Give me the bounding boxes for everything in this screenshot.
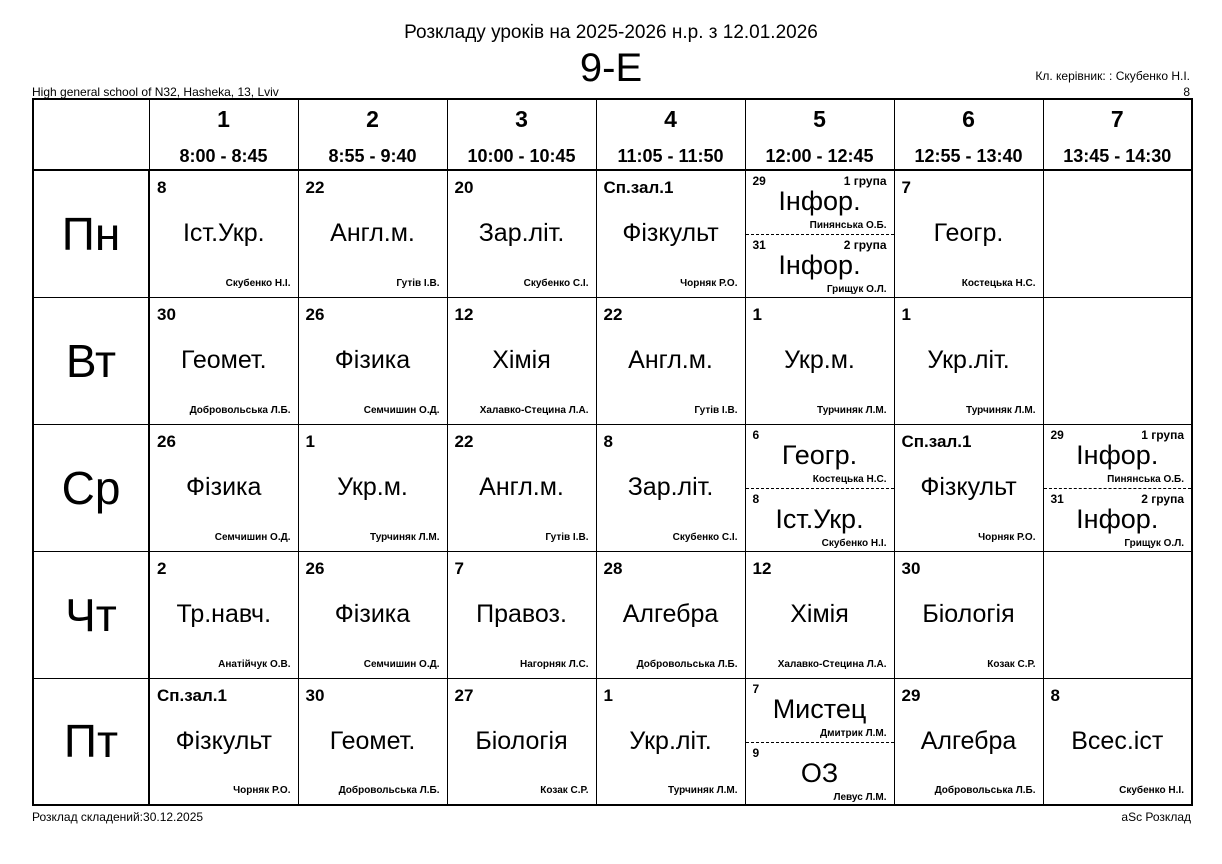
day-row bbox=[33, 424, 1192, 551]
teacher-name: Халавко-Стецина Л.А. bbox=[777, 658, 887, 670]
subject-name: Біологія bbox=[922, 599, 1015, 628]
subject-name: Геомет. bbox=[329, 726, 416, 755]
lesson-cell bbox=[596, 551, 745, 678]
subject-name: Інфор. bbox=[1076, 503, 1159, 534]
lesson bbox=[1044, 679, 1192, 805]
day-row bbox=[33, 170, 1192, 297]
lesson bbox=[299, 552, 447, 678]
group-lesson bbox=[746, 679, 894, 743]
teacher-name: Костецька Н.С. bbox=[812, 473, 887, 485]
room-number: 7 bbox=[752, 681, 760, 696]
subject-name: Фізкульт bbox=[622, 219, 719, 247]
day-name: Чт bbox=[33, 551, 149, 678]
teacher-name: Турчиняк Л.М. bbox=[816, 404, 887, 416]
lesson bbox=[448, 425, 596, 551]
lesson bbox=[895, 425, 1043, 551]
lesson bbox=[597, 679, 745, 805]
lesson-cell bbox=[745, 551, 894, 678]
subject-name: Фізкульт bbox=[920, 472, 1017, 501]
teacher-name: Гутів І.В. bbox=[694, 404, 738, 416]
teacher-name: Добровольська Л.Б. bbox=[934, 785, 1036, 796]
room-number: 1 bbox=[305, 431, 315, 451]
lesson-cell bbox=[298, 297, 447, 424]
lesson-cell bbox=[447, 297, 596, 424]
lesson bbox=[597, 298, 745, 424]
split-lesson-cell bbox=[745, 678, 894, 805]
lesson bbox=[746, 552, 894, 678]
lesson bbox=[150, 552, 298, 678]
period-time: 12:00 - 12:45 bbox=[765, 146, 874, 166]
lesson bbox=[150, 425, 298, 551]
room-number: 29 bbox=[752, 174, 766, 188]
subject-name: Зар.літ. bbox=[478, 219, 565, 247]
split-lesson-cell bbox=[745, 424, 894, 551]
teacher-name: Нагорняк Л.С. bbox=[520, 658, 589, 670]
subject-name: Інфор. bbox=[1076, 439, 1159, 470]
group-lesson bbox=[746, 235, 894, 298]
period-number: 3 bbox=[515, 106, 528, 132]
period-header bbox=[1043, 99, 1192, 170]
period-time: 12:55 - 13:40 bbox=[914, 146, 1023, 166]
room-number: 12 bbox=[454, 304, 474, 324]
subject-name: Укр.літ. bbox=[927, 345, 1010, 374]
period-header-row bbox=[33, 99, 1192, 170]
room-number: 30 bbox=[157, 304, 176, 324]
empty-lesson-cell bbox=[1043, 170, 1192, 297]
room-number: 29 bbox=[901, 685, 921, 705]
teacher-name: Козак С.Р. bbox=[540, 785, 589, 796]
subject-name: Геогр. bbox=[933, 219, 1004, 247]
period-number: 7 bbox=[1110, 106, 1124, 132]
created-date: Розклад складений:30.12.2025 bbox=[32, 810, 204, 824]
subject-name: Англ.м. bbox=[479, 472, 564, 501]
period-time: 10:00 - 10:45 bbox=[467, 146, 576, 166]
teacher-name: Семчишин О.Д. bbox=[363, 658, 440, 670]
period-number: 2 bbox=[366, 106, 379, 132]
subject-name: Фізкульт bbox=[175, 726, 272, 755]
room-number: 12 bbox=[752, 558, 772, 578]
subject-name: Англ.м. bbox=[628, 345, 713, 374]
teacher-name: Добровольська Л.Б. bbox=[636, 658, 738, 670]
subject-name: Алгебра bbox=[622, 599, 719, 628]
teacher-name: Грищук О.Л. bbox=[826, 284, 887, 295]
subject-name: Фізика bbox=[334, 599, 411, 628]
subject-name: Фізика bbox=[334, 345, 411, 374]
period-header bbox=[745, 99, 894, 170]
room-number: 22 bbox=[603, 304, 623, 324]
group-label: 1 група bbox=[1141, 427, 1184, 442]
empty-lesson-cell bbox=[1043, 297, 1192, 424]
period-time: 8:55 - 9:40 bbox=[328, 146, 417, 166]
lesson-cell bbox=[596, 297, 745, 424]
group-lesson bbox=[1044, 425, 1192, 489]
teacher-name: Грищук О.Л. bbox=[1124, 537, 1184, 549]
teacher-name: Гутів І.В. bbox=[545, 531, 589, 543]
lesson-cell bbox=[596, 424, 745, 551]
teacher-name: Дмитрик Л.М. bbox=[819, 727, 887, 739]
room-number: 9 bbox=[752, 745, 760, 760]
lesson-cell bbox=[894, 678, 1043, 805]
group-label: 2 група bbox=[843, 238, 887, 252]
teacher-name: Пинянська О.Б. bbox=[809, 220, 887, 231]
software-name: aSc Розклад bbox=[1121, 810, 1191, 824]
subject-name: Хімія bbox=[492, 345, 551, 374]
split-lesson-cell bbox=[1043, 424, 1192, 551]
schedule-title: Розкладу уроків на 2025-2026 н.р. з 12.01.2026 bbox=[404, 22, 818, 43]
subject-name: Англ.м. bbox=[330, 219, 415, 247]
teacher-name: Скубенко Н.І. bbox=[225, 277, 291, 289]
teacher-name: Гутів І.В. bbox=[396, 277, 440, 289]
lesson-cell bbox=[596, 170, 745, 297]
period-time: 8:00 - 8:45 bbox=[179, 146, 268, 166]
lesson-cell bbox=[298, 678, 447, 805]
lesson bbox=[150, 171, 298, 297]
room-number: 20 bbox=[454, 178, 474, 197]
lesson bbox=[150, 298, 298, 424]
room-number: 7 bbox=[901, 178, 911, 197]
period-header bbox=[596, 99, 745, 170]
room-number: 1 bbox=[752, 304, 762, 324]
group-lesson bbox=[746, 743, 894, 806]
room-number: 31 bbox=[752, 238, 766, 252]
room-number: 22 bbox=[454, 431, 474, 451]
teacher-name: Добровольська Л.Б. bbox=[189, 404, 291, 416]
period-number: 4 bbox=[664, 106, 677, 132]
period-number: 5 bbox=[813, 106, 826, 132]
day-name: Ср bbox=[33, 424, 149, 551]
period-time: 11:05 - 11:50 bbox=[617, 146, 724, 166]
group-lesson bbox=[746, 489, 894, 552]
lesson-cell bbox=[894, 424, 1043, 551]
teacher-name: Анатійчук О.В. bbox=[218, 658, 291, 670]
room-number: 22 bbox=[305, 178, 325, 197]
lesson bbox=[448, 679, 596, 805]
teacher-name: Чорняк Р.О. bbox=[978, 531, 1036, 543]
day-name: Вт bbox=[33, 297, 149, 424]
room-number: 31 bbox=[1050, 491, 1064, 506]
split-lesson-cell bbox=[745, 170, 894, 297]
teacher-name: Костецька Н.С. bbox=[961, 277, 1036, 289]
period-header bbox=[447, 99, 596, 170]
room-number: 28 bbox=[603, 558, 623, 578]
period-header bbox=[298, 99, 447, 170]
class-teacher: Кл. керівник: : Скубенко Н.І. bbox=[1035, 69, 1190, 83]
teacher-name: Скубенко С.І. bbox=[672, 531, 738, 543]
lesson-cell bbox=[149, 170, 298, 297]
lesson-cell bbox=[596, 678, 745, 805]
subject-name: Іст.Укр. bbox=[775, 503, 864, 534]
lesson-cell bbox=[447, 678, 596, 805]
lesson bbox=[299, 298, 447, 424]
subject-name: Фізика bbox=[186, 472, 262, 501]
lesson-cell bbox=[149, 678, 298, 805]
room-number: Сп.зал.1 bbox=[901, 431, 972, 451]
subject-name: Укр.м. bbox=[337, 472, 408, 501]
lesson-cell bbox=[447, 424, 596, 551]
group-lesson bbox=[746, 171, 894, 235]
empty-lesson-cell bbox=[1043, 551, 1192, 678]
teacher-name: Чорняк Р.О. bbox=[233, 785, 291, 796]
lesson-cell bbox=[298, 170, 447, 297]
room-number: 6 bbox=[752, 427, 760, 442]
lesson bbox=[597, 425, 745, 551]
teacher-name: Скубенко Н.І. bbox=[821, 537, 887, 549]
teacher-name: Левус Л.М. bbox=[833, 791, 887, 803]
day-row bbox=[33, 678, 1192, 805]
teacher-name: Козак С.Р. bbox=[987, 658, 1036, 670]
teacher-name: Турчиняк Л.М. bbox=[667, 785, 738, 796]
teacher-name: Семчишин О.Д. bbox=[214, 531, 291, 543]
lesson bbox=[597, 171, 745, 297]
lesson-cell bbox=[149, 424, 298, 551]
subject-name: Інфор. bbox=[778, 186, 861, 216]
subject-name: Інфор. bbox=[778, 250, 861, 280]
subject-name: ОЗ bbox=[800, 757, 839, 788]
group-label: 1 група bbox=[843, 174, 887, 188]
lesson-cell bbox=[894, 551, 1043, 678]
room-number: 30 bbox=[901, 558, 921, 578]
room-number: 8 bbox=[603, 431, 613, 451]
subject-name: Біологія bbox=[475, 726, 568, 755]
lesson-cell bbox=[298, 424, 447, 551]
room-number: 30 bbox=[305, 685, 325, 705]
teacher-name: Турчиняк Л.М. bbox=[369, 531, 440, 543]
lesson-cell bbox=[1043, 678, 1192, 805]
lesson bbox=[895, 679, 1043, 805]
lesson bbox=[150, 679, 298, 805]
teacher-name: Турчиняк Л.М. bbox=[965, 404, 1036, 416]
group-lesson bbox=[746, 425, 894, 489]
teacher-name: Добровольська Л.Б. bbox=[338, 785, 440, 796]
subject-name: Правоз. bbox=[476, 599, 567, 628]
subject-name: Укр.м. bbox=[784, 345, 855, 374]
school-name: High general school of N32, Hasheka, 13, Lviv bbox=[32, 85, 279, 99]
lesson bbox=[448, 171, 596, 297]
period-header bbox=[149, 99, 298, 170]
subject-name: Укр.літ. bbox=[629, 726, 712, 755]
lesson-cell bbox=[149, 297, 298, 424]
day-name: Пн bbox=[33, 170, 149, 297]
room-number: 1 bbox=[901, 304, 911, 324]
subject-name: Геогр. bbox=[781, 439, 858, 470]
room-number: 29 bbox=[1050, 427, 1064, 442]
subject-name: Геомет. bbox=[180, 345, 267, 374]
teacher-name: Халавко-Стецина Л.А. bbox=[479, 404, 589, 416]
room-number: 27 bbox=[454, 685, 474, 705]
subject-name: Хімія bbox=[790, 599, 849, 628]
room-number: 8 bbox=[157, 178, 167, 197]
subject-name: Всес.іст bbox=[1071, 726, 1164, 755]
lesson bbox=[299, 171, 447, 297]
teacher-name: Скубенко Н.І. bbox=[1119, 785, 1184, 796]
lesson-cell bbox=[447, 170, 596, 297]
lesson bbox=[895, 552, 1043, 678]
lesson-cell bbox=[447, 551, 596, 678]
lesson-cell bbox=[745, 297, 894, 424]
teacher-name: Чорняк Р.О. bbox=[680, 277, 738, 289]
lesson bbox=[895, 298, 1043, 424]
timetable-grid bbox=[32, 98, 1193, 806]
subject-name: Алгебра bbox=[920, 726, 1017, 755]
room-number: Сп.зал.1 bbox=[603, 178, 674, 197]
class-name: 9-Е bbox=[579, 46, 643, 90]
day-row bbox=[33, 551, 1192, 678]
room-number: 1 bbox=[603, 685, 613, 705]
lesson bbox=[299, 425, 447, 551]
period-time: 13:45 - 14:30 bbox=[1063, 146, 1172, 166]
period-header bbox=[894, 99, 1043, 170]
lesson bbox=[448, 298, 596, 424]
lesson-cell bbox=[894, 170, 1043, 297]
group-label: 2 група bbox=[1141, 491, 1184, 506]
teacher-name: Пинянська О.Б. bbox=[1107, 473, 1184, 485]
subject-name: Іст.Укр. bbox=[182, 219, 265, 247]
period-number: 6 bbox=[962, 106, 975, 132]
room-number: 7 bbox=[454, 558, 464, 578]
lesson-cell bbox=[149, 551, 298, 678]
room-number: 8 bbox=[1050, 685, 1060, 705]
page-number: 8 bbox=[1183, 85, 1190, 99]
group-lesson bbox=[1044, 489, 1192, 552]
lesson bbox=[597, 552, 745, 678]
room-number: 2 bbox=[157, 558, 167, 578]
day-row bbox=[33, 297, 1192, 424]
lesson-cell bbox=[298, 551, 447, 678]
room-number: 8 bbox=[752, 491, 760, 506]
corner-cell bbox=[33, 99, 149, 170]
lesson bbox=[448, 552, 596, 678]
room-number: 26 bbox=[157, 431, 176, 451]
teacher-name: Скубенко С.І. bbox=[523, 277, 589, 289]
day-name: Пт bbox=[33, 678, 149, 805]
room-number: Сп.зал.1 bbox=[157, 685, 227, 705]
room-number: 26 bbox=[305, 304, 325, 324]
teacher-name: Семчишин О.Д. bbox=[363, 404, 440, 416]
lesson bbox=[895, 171, 1043, 297]
subject-name: Зар.літ. bbox=[627, 472, 714, 501]
lesson bbox=[746, 298, 894, 424]
subject-name: Мистец bbox=[772, 693, 867, 724]
period-number: 1 bbox=[217, 106, 230, 132]
lesson-cell bbox=[894, 297, 1043, 424]
room-number: 26 bbox=[305, 558, 325, 578]
subject-name: Тр.навч. bbox=[176, 599, 272, 628]
lesson bbox=[299, 679, 447, 805]
